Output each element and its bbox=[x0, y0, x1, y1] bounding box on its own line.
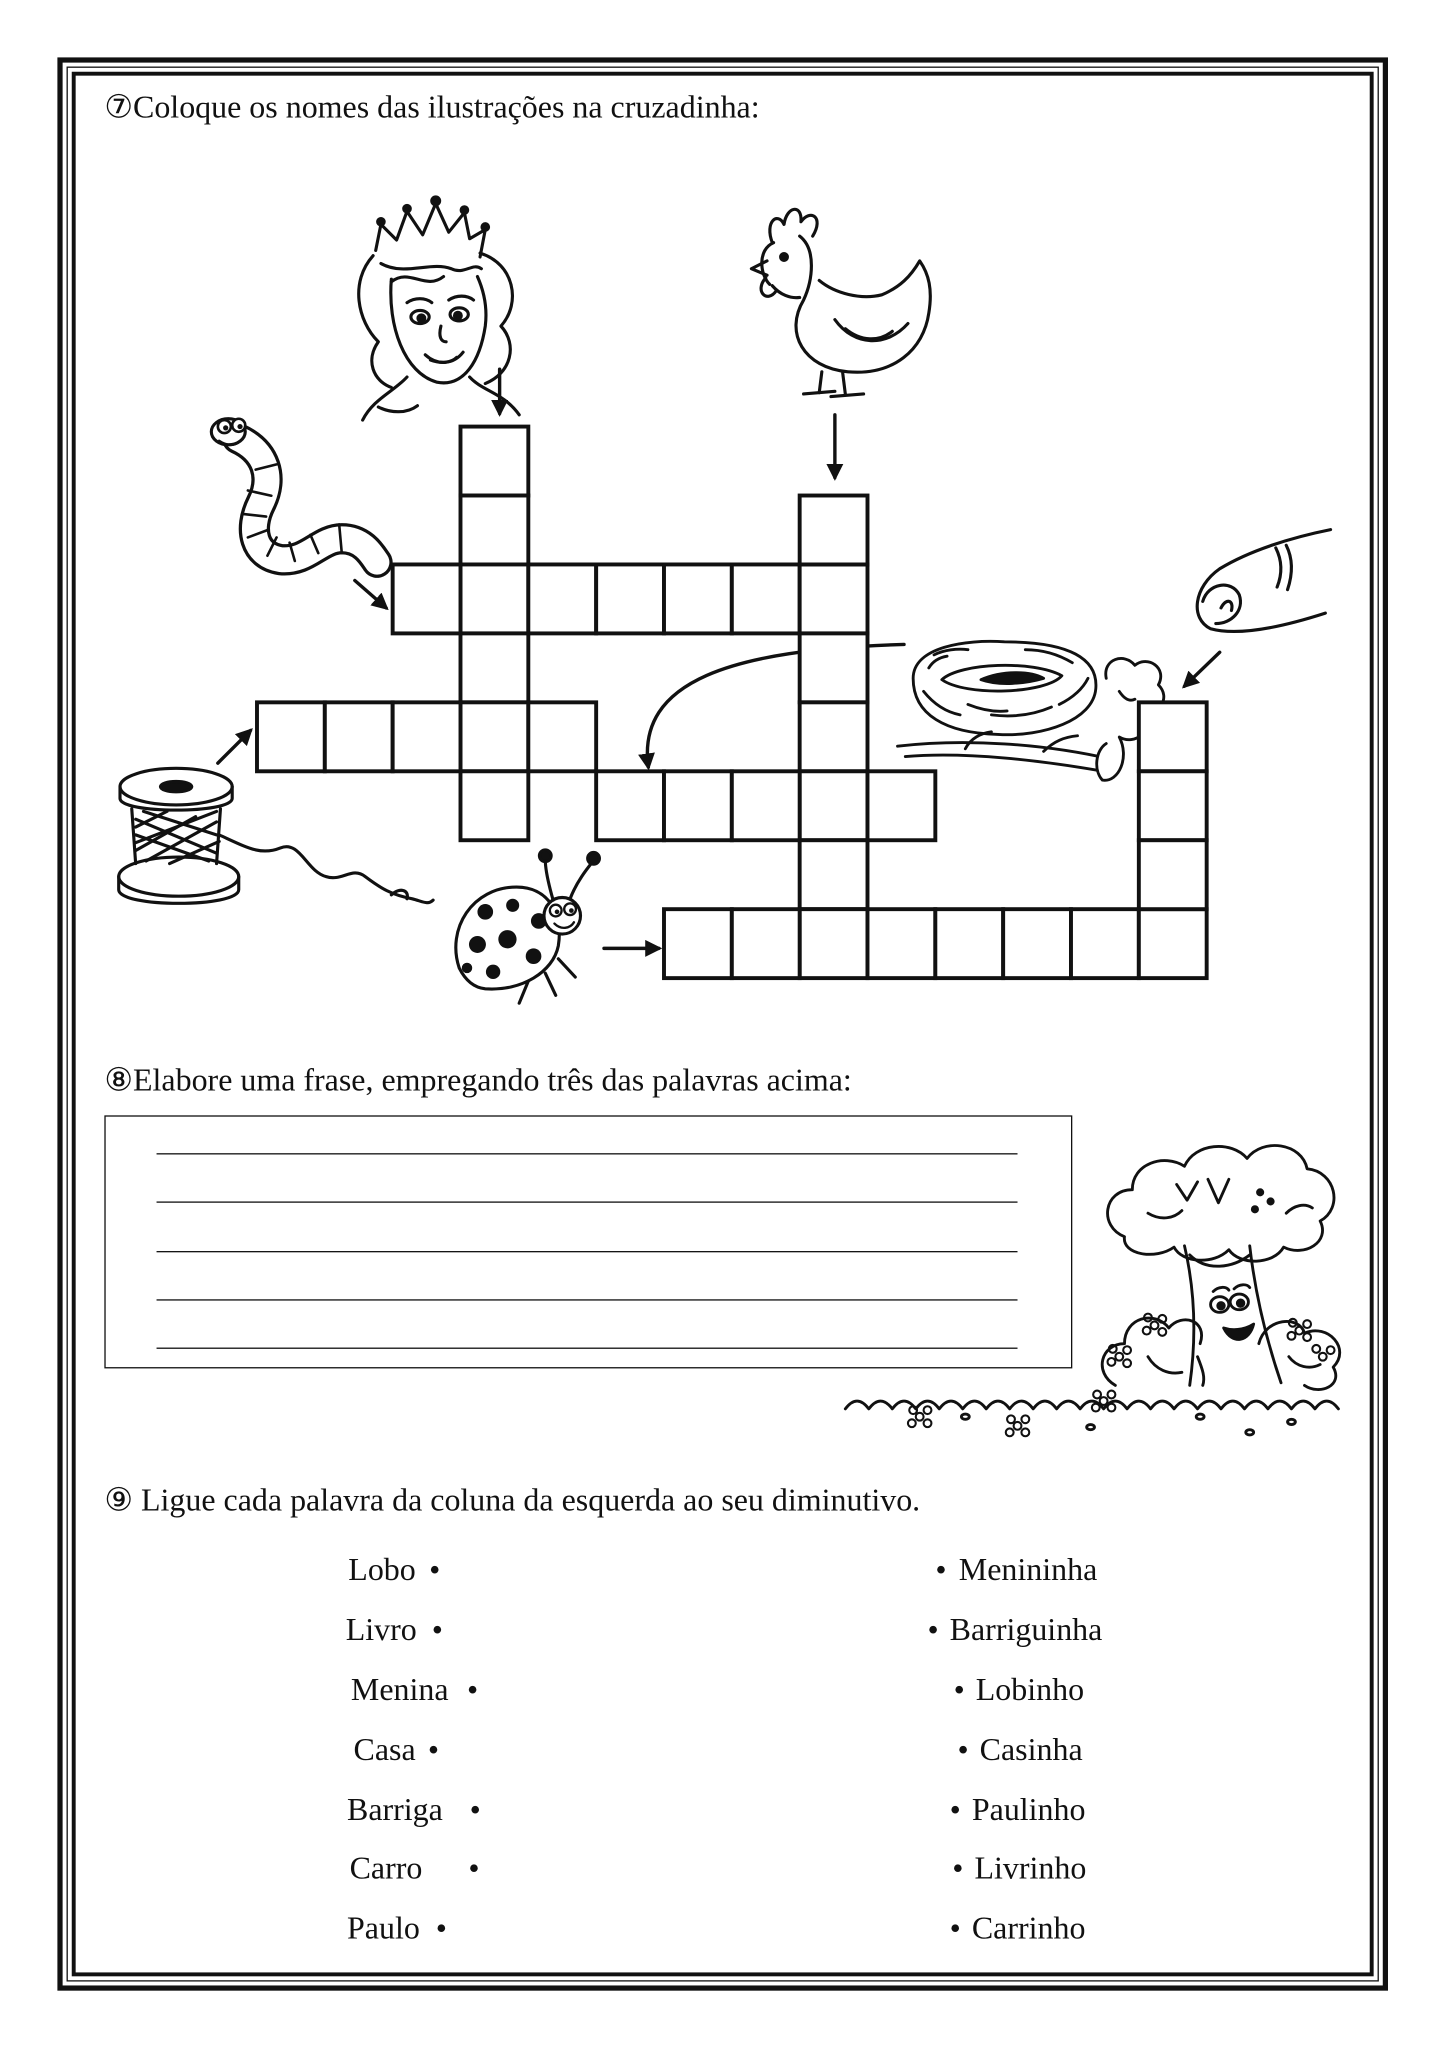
connector-dot[interactable]: • bbox=[435, 1911, 447, 1947]
crossword-cell[interactable] bbox=[800, 771, 868, 840]
word-label: Paulo bbox=[346, 1911, 420, 1947]
crossword-cell[interactable] bbox=[596, 564, 664, 633]
crossword-cell[interactable] bbox=[325, 702, 393, 771]
crossword-cell[interactable] bbox=[1003, 909, 1071, 978]
connector-dot[interactable]: • bbox=[927, 1612, 939, 1648]
connector-dot[interactable]: • bbox=[427, 1732, 440, 1768]
right-word-row bbox=[958, 1731, 1219, 1770]
connector-dot[interactable]: • bbox=[949, 1792, 961, 1828]
crossword-cell[interactable] bbox=[1139, 702, 1207, 771]
finger-icon bbox=[1197, 530, 1330, 632]
crossword-cell[interactable] bbox=[800, 702, 868, 771]
crossword-cell[interactable] bbox=[596, 771, 664, 840]
crossword-cell[interactable] bbox=[1139, 840, 1207, 909]
hen-icon bbox=[751, 209, 930, 396]
crossword-cell[interactable] bbox=[393, 564, 461, 633]
connector-dot[interactable]: • bbox=[467, 1672, 479, 1708]
bird-nest-icon bbox=[897, 641, 1163, 780]
crossword-cell[interactable] bbox=[460, 496, 528, 565]
word-label: Livrinho bbox=[974, 1851, 1087, 1887]
exercise-9-heading: ⑨ Ligue cada palavra da coluna da esquerda ao seu diminutivo. bbox=[104, 1483, 921, 1519]
connector-dot[interactable]: • bbox=[468, 1851, 480, 1887]
right-word-row bbox=[935, 1551, 1196, 1590]
crossword-cell[interactable] bbox=[664, 564, 732, 633]
word-label: Carro bbox=[349, 1851, 423, 1887]
left-word-row bbox=[351, 1671, 612, 1710]
crossword-area bbox=[0, 183, 1448, 1044]
connector-dot[interactable]: • bbox=[957, 1732, 969, 1768]
crossword-cell[interactable] bbox=[460, 771, 528, 840]
word-label: Menininha bbox=[958, 1552, 1098, 1588]
crossword-cell[interactable] bbox=[867, 771, 935, 840]
crossword-cell[interactable] bbox=[732, 564, 800, 633]
crossword-cell[interactable] bbox=[393, 702, 461, 771]
tree-with-face-icon bbox=[835, 1128, 1350, 1448]
right-word-row bbox=[950, 1910, 1211, 1949]
crossword-cell[interactable] bbox=[664, 771, 732, 840]
crossword-cell[interactable] bbox=[1071, 909, 1139, 978]
crossword-cell[interactable] bbox=[800, 633, 868, 702]
arrow-finger bbox=[1184, 652, 1219, 686]
crossword-cell[interactable] bbox=[664, 909, 732, 978]
crossword-cell[interactable] bbox=[257, 702, 325, 771]
word-label: Paulinho bbox=[971, 1792, 1086, 1828]
connector-dot[interactable]: • bbox=[952, 1851, 964, 1887]
connector-dot[interactable]: • bbox=[429, 1552, 441, 1588]
right-word-row bbox=[952, 1850, 1213, 1889]
worm-icon bbox=[211, 419, 377, 562]
crossword-cell[interactable] bbox=[460, 702, 528, 771]
left-word-row bbox=[350, 1850, 611, 1889]
left-word-row bbox=[348, 1551, 609, 1590]
crossword-cell[interactable] bbox=[460, 633, 528, 702]
left-word-row bbox=[347, 1910, 608, 1949]
crossword-cell[interactable] bbox=[460, 564, 528, 633]
crossword-cell[interactable] bbox=[800, 496, 868, 565]
crossword-cell[interactable] bbox=[732, 909, 800, 978]
word-label: Casa bbox=[353, 1732, 416, 1768]
crossword-cell[interactable] bbox=[935, 909, 1003, 978]
connector-dot[interactable]: • bbox=[935, 1552, 947, 1588]
ladybug-icon bbox=[456, 850, 600, 1003]
spool-of-thread-icon bbox=[119, 768, 433, 903]
crossword-cell[interactable] bbox=[528, 564, 596, 633]
connector-dot[interactable]: • bbox=[953, 1672, 965, 1708]
arrow-worm bbox=[355, 581, 386, 608]
connector-dot[interactable]: • bbox=[431, 1612, 443, 1648]
word-label: Casinha bbox=[979, 1732, 1083, 1768]
right-word-row bbox=[928, 1611, 1189, 1650]
crossword-cell[interactable] bbox=[800, 909, 868, 978]
word-label: Menina bbox=[350, 1672, 449, 1708]
word-label: Barriguinha bbox=[949, 1612, 1103, 1648]
princess-icon bbox=[359, 197, 519, 420]
exercise-8-heading: ⑧Elabore uma frase, empregando três das palavras acima: bbox=[104, 1063, 852, 1099]
arrow-spool bbox=[218, 731, 251, 764]
crossword-cell[interactable] bbox=[800, 840, 868, 909]
crossword-cell[interactable] bbox=[1139, 909, 1207, 978]
crossword-cell[interactable] bbox=[1139, 771, 1207, 840]
word-label: Carrinho bbox=[971, 1911, 1086, 1947]
left-word-row bbox=[347, 1791, 608, 1830]
word-label: Lobinho bbox=[975, 1672, 1085, 1708]
crossword-cell[interactable] bbox=[867, 909, 935, 978]
word-label: Lobo bbox=[348, 1552, 416, 1588]
connector-dot[interactable]: • bbox=[469, 1792, 481, 1828]
connector-dot[interactable]: • bbox=[949, 1911, 961, 1947]
exercise-7-heading: ⑦Coloque os nomes das ilustrações na cruzadinha: bbox=[104, 90, 760, 126]
crossword-cell[interactable] bbox=[732, 771, 800, 840]
word-label: Livro bbox=[345, 1612, 417, 1648]
crossword-cell[interactable] bbox=[528, 702, 596, 771]
crossword-cell[interactable] bbox=[800, 564, 868, 633]
right-word-row bbox=[954, 1671, 1215, 1710]
left-word-row bbox=[354, 1731, 615, 1770]
crossword-cell[interactable] bbox=[460, 427, 528, 496]
left-word-row bbox=[346, 1611, 607, 1650]
right-word-row bbox=[950, 1791, 1211, 1830]
word-label: Barriga bbox=[346, 1792, 443, 1828]
